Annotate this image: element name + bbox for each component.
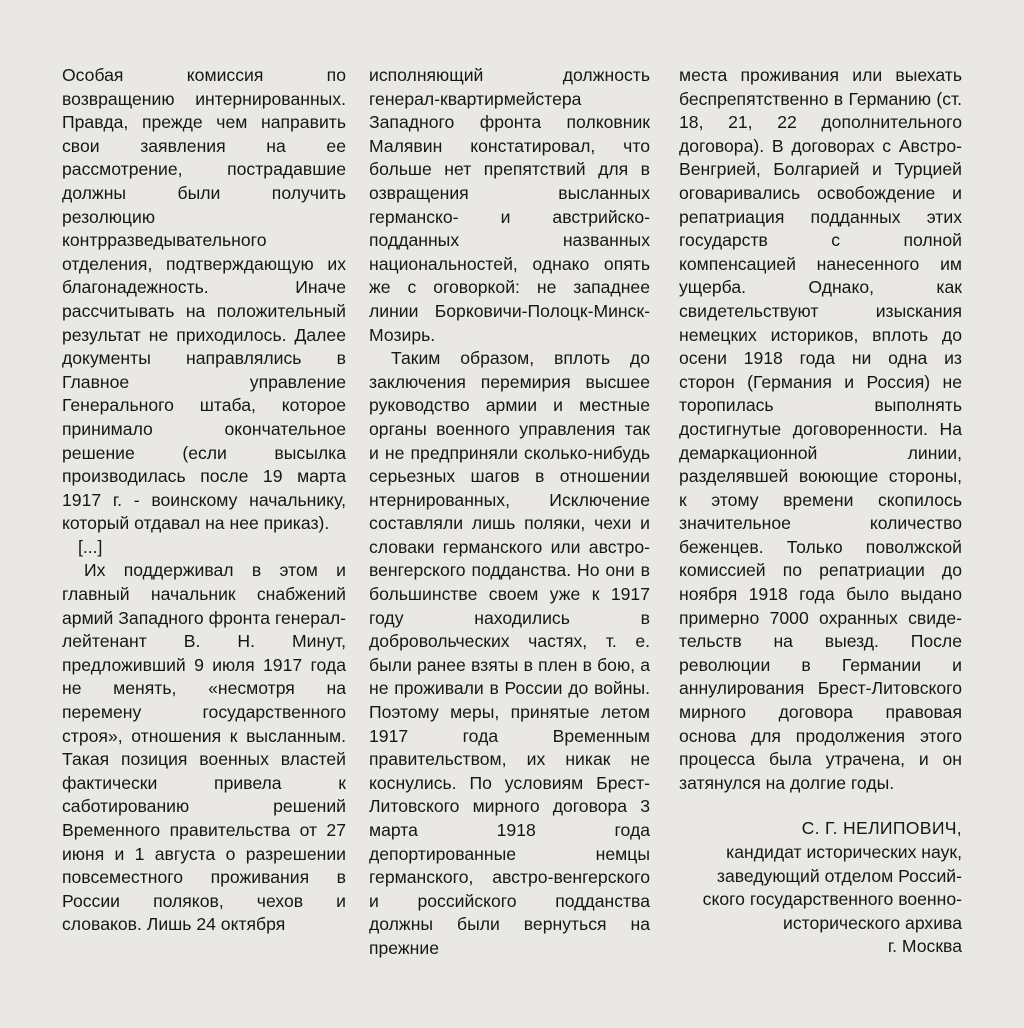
author-title-line: ского государственного военно- bbox=[702, 889, 962, 910]
paragraph: места проживания или выехать беспрепятственно в Германию (ст. 18, 21, 22 дополнительного договора). В договорах с Австро-Венгрией, Болгарией и Турцией оговаривались освобождение и репатриация подданных этих государств с полной компенсацией нанесенного им ущерба. Однако, как свидетельствуют изыскания немецких историков, вплоть до осени 1918 года ни одна из сторон (Германия и Россия) не торопилась выполнять достигнутые договоренности. На демаркационной линии, разделявшей воюющие стороны, к этому времени скопилось значительное количество беженцев. Только поволжской комиссией по репатриации до ноября 1918 года было выдано примерно 7000 охранных свиде- тельств на выезд. После революции в Германии и аннулирования Брест-Литовского мирного договора правовая основа для продолжения этого процесса была утрачена, и он затянулся на долгие годы. bbox=[679, 65, 962, 793]
author-title-line: кандидат исторических наук, bbox=[726, 842, 962, 862]
author-name: С. Г. НЕЛИПОВИЧ, bbox=[801, 818, 962, 839]
omission-marker: [...] bbox=[78, 536, 103, 557]
author-title-line: заведующий отделом Россий- bbox=[716, 865, 962, 886]
author-signature bbox=[679, 817, 962, 959]
author-city: г. Москва bbox=[887, 936, 962, 957]
text-column-left bbox=[62, 64, 346, 937]
text-column-right bbox=[679, 64, 962, 959]
paragraph: Таким образом, вплоть до заключения перемирия высшее руководство армии и местные органы военного управления так и не предприняли сколько-нибудь серьезных шагов в отношении нтернированных, Исключение составляли лишь поляки, чехи и словаки германского или австро-венгерского подданства. Но они в большинстве своем уже к 1917 году находились в добровольческих частях, т. е. были ранее взяты в плен в бою, а не проживали в России до войны. Поэтому меры, принятые летом 1917 года Временным правительством, их никак не коснулись. По условиям Брест-Литовского мирного договора 3 марта 1918 года депортированные немцы германского, австро-венгерского и российского подданства должны были вернуться на прежние bbox=[369, 348, 650, 958]
paragraph: исполняющий должность генерал-квартирмейстера Западного фронта полковник Малявин констатировал, что больше нет препятствий для в озвращения высланных германско- и австрийско-подданных названных национальностей, однако опять же с оговоркой: не западнее линии Борковичи-Полоцк-Минск-Мозирь. bbox=[369, 65, 650, 345]
text-column-middle bbox=[369, 64, 650, 961]
paragraph: Особая комиссия по возвращению интернированных. Правда, прежде чем направить свои заявления на ее рассмотрение, пострадавшие должны были получить резолюцию контрразведывательного отделения, подтверждающую их благонадежность. Иначе рассчитывать на положительный результат не приходилось. Далее документы направлялись в Главное управление Генерального штаба, которое принимало окончательное решение (если высылка производилась после 19 марта 1917 г. - воинскому начальнику, который отдавал на нее приказ). bbox=[62, 65, 346, 534]
author-title-line: исторического архива bbox=[783, 912, 962, 933]
paragraph: Их поддерживал в этом и главный начальник снабжений армий Западного фронта генерал-лейтенант В. Н. Минут, предложивший 9 июля 1917 года не менять, «несмотря на перемену государственного строя», отношения к высланным. Такая позиция военных властей фактически привела к саботированию решений Временного правительства от 27 июня и 1 августа о разрешении повсеместного проживания в России поляков, чехов и словаков. Лишь 24 октября bbox=[62, 560, 346, 935]
